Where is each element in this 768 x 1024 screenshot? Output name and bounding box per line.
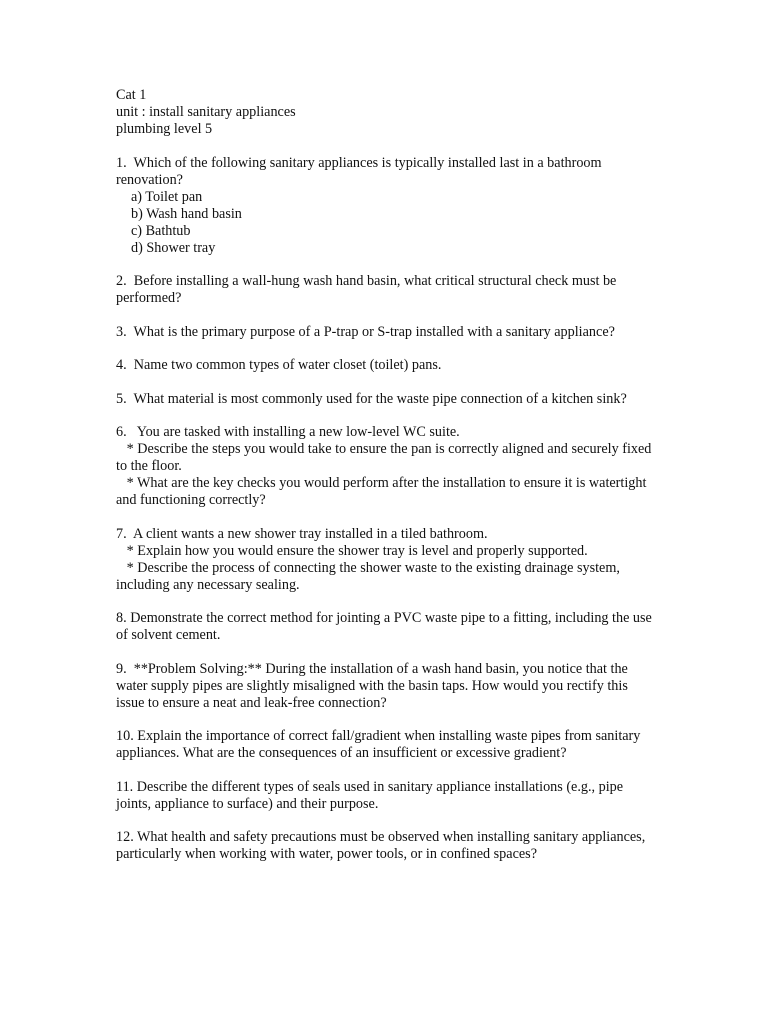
question-10 [116,728,656,762]
question-11 [116,779,656,813]
answer-option-b: b) Wash hand basin [131,205,242,222]
header-level: plumbing level 5 [116,121,213,137]
answer-option-d: d) Shower tray [131,239,216,256]
question-text: 11. Describe the different types of seals used in sanitary appliance installations (e.g., pipe joints, appliance to surface) and their purpose. [116,778,627,812]
question-2 [116,273,656,307]
question-text: 2. Before installing a wall-hung wash hand basin, what critical structural check must be performed? [116,273,620,306]
question-4 [116,357,656,374]
question-1 [116,155,656,257]
question-text: 7. A client wants a new shower tray installed in a tiled bathroom. [116,525,488,542]
question-text: 1. Which of the following sanitary appliances is typically installed last in a bathroom renovation? [116,154,606,188]
question-5 [116,391,656,408]
question-text: 4. Name two common types of water closet (toilet) pans. [116,357,442,373]
document-page [116,87,656,863]
sub-question: * Describe the steps you would take to ensure the pan is correctly aligned and securely fixed to the floor. [116,441,655,474]
question-text: 3. What is the primary purpose of a P-trap or S-trap installed with a sanitary appliance? [116,323,615,340]
header-unit: unit : install sanitary appliances [116,104,296,120]
question-7 [116,526,656,594]
answer-option-c: c) Bathtub [131,222,191,239]
question-8 [116,610,656,644]
question-text: 6. You are tasked with installing a new low-level WC suite. [116,424,460,440]
sub-question: * Describe the process of connecting the shower waste to the existing drainage system, including any necessary sealing. [116,559,624,593]
question-6 [116,424,656,509]
question-text: 10. Explain the importance of correct fall/gradient when installing waste pipes from sanitary appliances. What are the consequences of an insufficient or excessive gradient? [116,728,644,761]
header-category: Cat 1 [116,87,147,103]
sub-question: * What are the key checks you would perform after the installation to ensure it is watertight and functioning correctly? [116,475,650,508]
question-12 [116,829,656,863]
question-9 [116,661,656,712]
document-header [116,87,656,138]
question-text: 9. **Problem Solving:** During the installation of a wash hand basin, you notice that the water supply pipes are slightly misaligned with the basin taps. How would you rectify this issue to ensure a neat and leak-free connection? [116,660,632,711]
sub-question: * Explain how you would ensure the shower tray is level and properly supported. [116,542,588,559]
question-text: 12. What health and safety precautions must be observed when installing sanitary appliances, particularly when working with water, power tools, or in confined spaces? [116,829,649,862]
answer-option-a: a) Toilet pan [131,188,203,205]
question-text: 8. Demonstrate the correct method for jointing a PVC waste pipe to a fitting, including the use of solvent cement. [116,610,656,643]
question-3 [116,324,656,341]
question-text: 5. What material is most commonly used for the waste pipe connection of a kitchen sink? [116,390,627,407]
